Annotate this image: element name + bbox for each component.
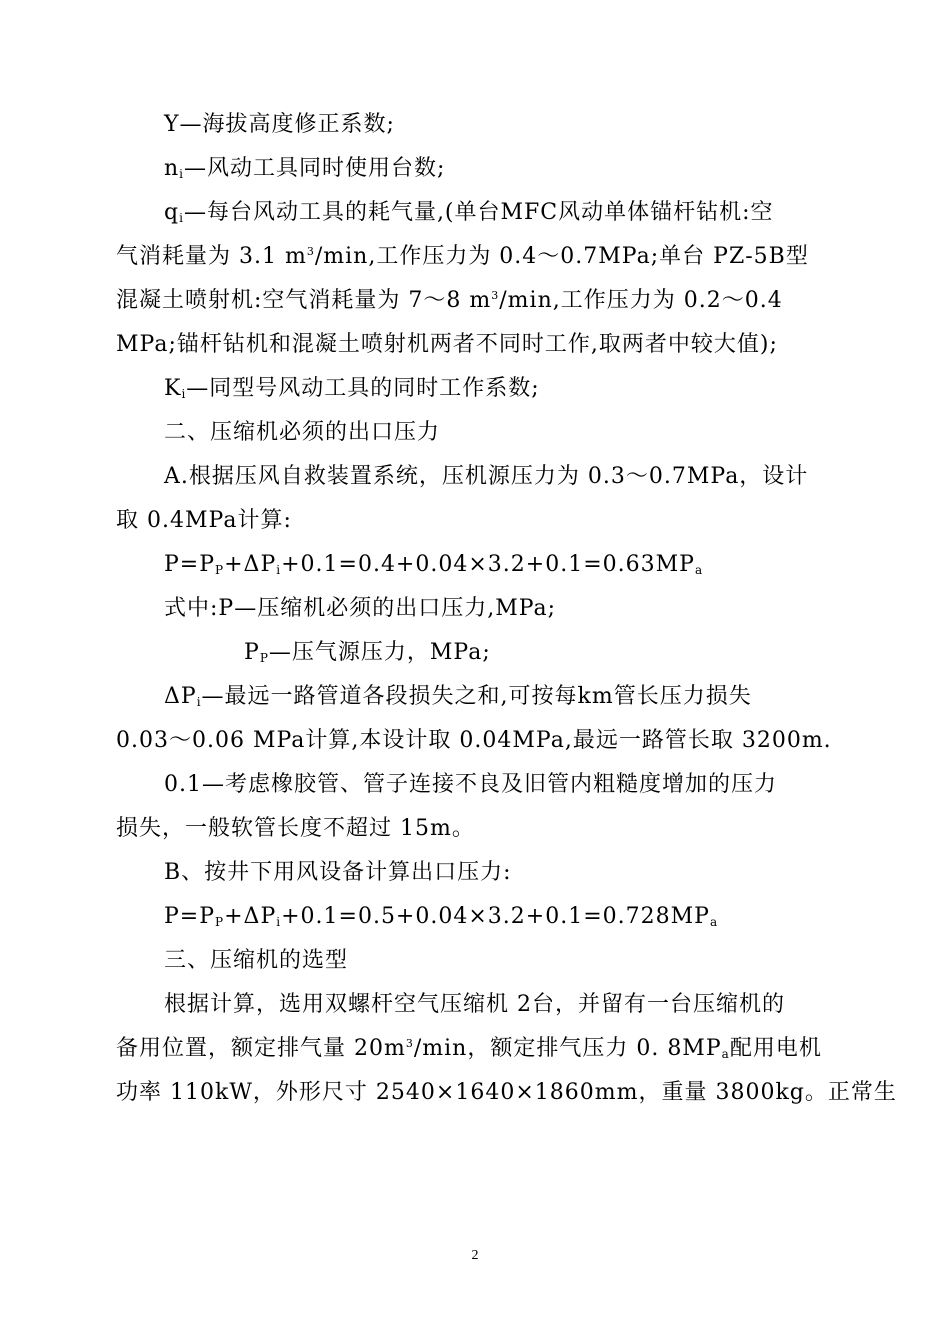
paragraph-line: MPa;锚杆钻机和混凝土喷射机两者不同时工作,取两者中较大值); bbox=[116, 332, 778, 357]
paragraph-line: $q_i—$每台风动工具的耗气量,(单台MFC风动单体锚杆钻机:空 bbox=[164, 200, 774, 225]
paragraph-line: $\Delta P_i—$最远一路管道各段损失之和,可按每km管长压力损失 bbox=[164, 684, 752, 709]
paragraph-line: 取 0.4MPa计算: bbox=[116, 508, 292, 533]
section-heading: B、按井下用风设备计算出口压力: bbox=[164, 860, 512, 885]
paragraph-line: Y—海拔高度修正系数; bbox=[164, 112, 395, 137]
paragraph-line: A.根据压风自救装置系统，压机源压力为 0.3～0.7MPa，设计 bbox=[164, 464, 809, 489]
formula-line: $P=P_P+\Delta P_i+0.1=0.5+0.04\times 3.2+0.1=0.728MP_a$ bbox=[164, 904, 719, 929]
paragraph-line: 气消耗量为 3.1 $m^3/\min$,工作压力为 0.4～0.7MPa;单台 PZ-5B型 bbox=[116, 244, 809, 269]
page-number: 2 bbox=[471, 1248, 479, 1263]
body-text bbox=[116, 103, 897, 1115]
section-heading: 二、压缩机必须的出口压力 bbox=[164, 420, 441, 445]
section-heading: 三、压缩机的选型 bbox=[164, 948, 349, 973]
paragraph-line: 备用位置，额定排气量 $20m^3/\min$，额定排气压力 0. $8MP_a$配用电机 bbox=[116, 1036, 822, 1061]
paragraph-line: 损失，一般软管长度不超过 15m。 bbox=[116, 816, 475, 841]
formula-line: $P=P_P+\Delta P_i+0.1=0.4+0.04\times 3.2+0.1=0.63MP_a$ bbox=[164, 552, 704, 577]
paragraph-line: 功率 110kW，外形尺寸 2540×1640×1860mm，重量 3800kg。正常生 bbox=[116, 1080, 897, 1105]
paragraph-line: 0.1—考虑橡胶管、管子连接不良及旧管内粗糙度增加的压力 bbox=[164, 772, 777, 797]
paragraph-line: $K_i—$同型号风动工具的同时工作系数; bbox=[164, 376, 540, 401]
paragraph-line: 根据计算，选用双螺杆空气压缩机 2台，并留有一台压缩机的 bbox=[164, 992, 785, 1017]
paragraph-line: $P_P—$压气源压力，MPa; bbox=[244, 640, 491, 665]
paragraph-line: $n_i—$风动工具同时使用台数; bbox=[164, 156, 446, 181]
paragraph-line: 混凝土喷射机:空气消耗量为 7～8 $m^3/\min$,工作压力为 0.2～0.4 bbox=[116, 288, 783, 313]
paragraph-line: 式中:P—压缩机必须的出口压力,MPa; bbox=[164, 596, 557, 621]
paragraph-line: 0.03～0.06 MPa计算,本设计取 0.04MPa,最远一路管长取 3200m. bbox=[116, 728, 832, 753]
